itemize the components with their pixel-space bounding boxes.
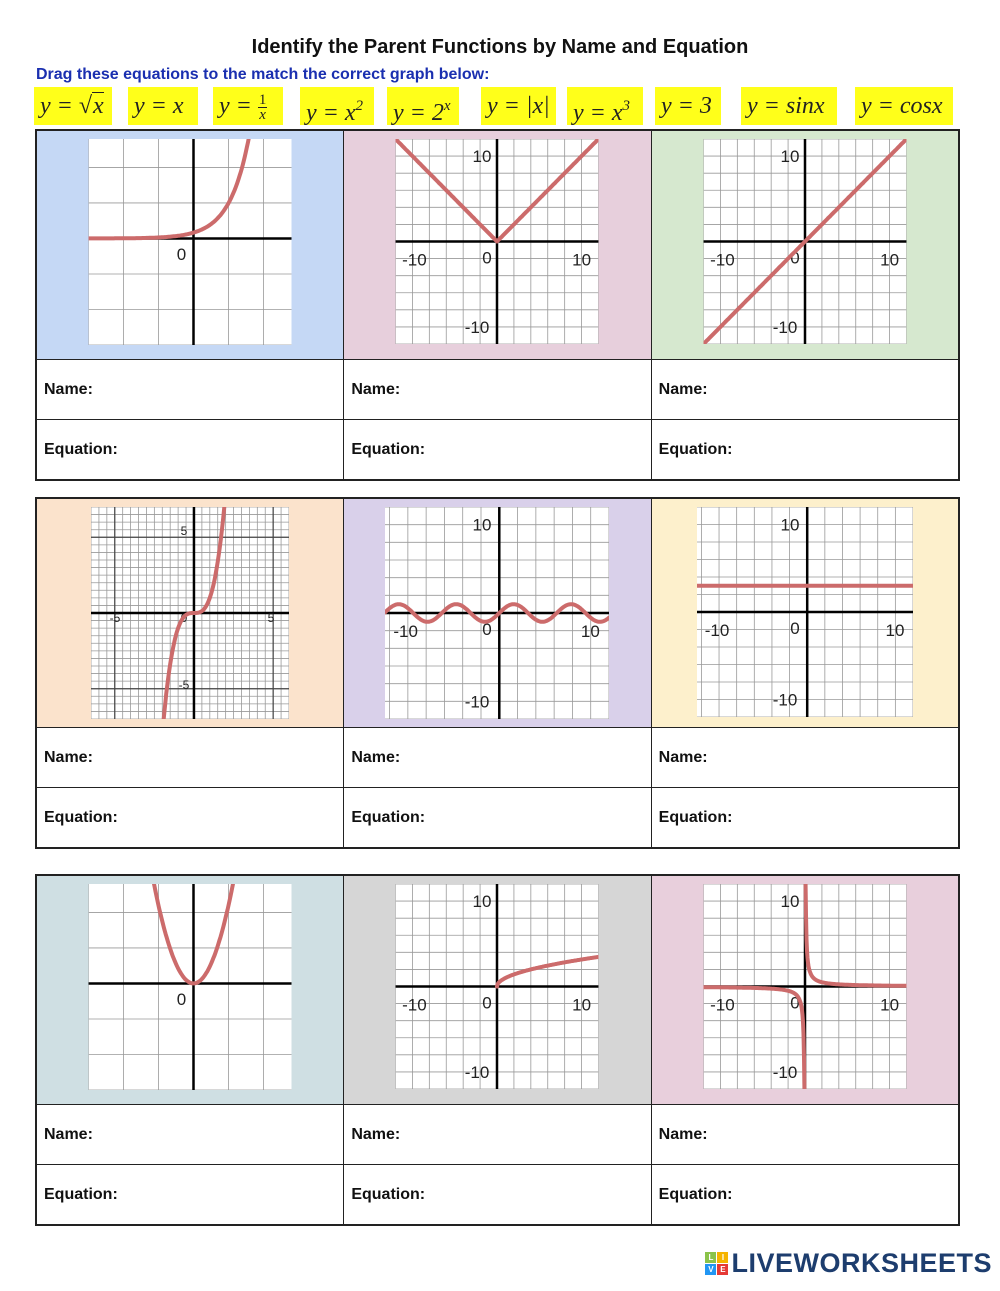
tick-label: 0 [180, 611, 188, 625]
tick-label: -5 [109, 611, 121, 625]
equation-row [37, 788, 958, 847]
tick-label: 10 [473, 147, 492, 167]
name-drop-zone-4[interactable] [99, 738, 343, 778]
equation-field-9 [652, 1165, 958, 1224]
equation-drop-zone-4[interactable] [124, 798, 344, 838]
equation-field-4 [37, 788, 344, 847]
tick-label: 0 [482, 620, 493, 639]
graph-panel-9 [652, 876, 958, 1104]
name-field-7 [37, 1105, 344, 1164]
equation-drop-zone-7[interactable] [124, 1175, 344, 1215]
tick-label: -10 [772, 1062, 798, 1082]
tick-label: 10 [473, 892, 492, 912]
equation-field-7 [37, 1165, 344, 1224]
tick-label: -10 [772, 690, 798, 710]
equation-tile-exponential[interactable]: $y = 2^x$ [387, 87, 459, 125]
equation-tile-quadratic[interactable]: $y = x^2$ [300, 87, 374, 125]
equation-label: Equation: [351, 1185, 426, 1203]
tick-label: 10 [780, 892, 800, 912]
graph-panel-4 [37, 499, 344, 727]
tick-label: -10 [465, 1062, 490, 1082]
equation-field-1 [37, 420, 344, 479]
tick-label: 10 [473, 515, 492, 535]
graphs-row [37, 499, 958, 728]
graph-panel-7 [37, 876, 344, 1104]
graph-panel-1 [37, 131, 344, 359]
tick-label: -10 [402, 250, 428, 270]
equation-field-3 [652, 420, 958, 479]
equation-tile-sine[interactable]: y = sinx [741, 87, 837, 125]
instructions: Drag these equations to the match the correct graph below: [36, 66, 490, 83]
tick-label: -10 [465, 692, 490, 712]
equation-field-2 [344, 420, 651, 479]
tick-label: -10 [704, 621, 730, 640]
equation-tile-sqrt[interactable]: y = √x [34, 87, 112, 125]
equation-label: Equation: [44, 808, 118, 826]
name-label: Name: [44, 1125, 93, 1143]
name-label: Name: [351, 1125, 401, 1143]
graph-panel-3 [652, 131, 958, 359]
name-drop-zone-3[interactable] [714, 370, 958, 410]
tick-label: -10 [402, 995, 428, 1015]
equation-drop-zone-5[interactable] [431, 798, 651, 838]
equation-row [37, 1165, 958, 1224]
worksheet-title: Identify the Parent Functions by Name and Equation [251, 36, 749, 58]
tick-label: 0 [790, 993, 800, 1013]
equation-drop-zone-9[interactable] [738, 1175, 958, 1215]
tick-label: 5 [180, 524, 188, 538]
graph-plot [697, 507, 913, 717]
equation-tile-reciprocal[interactable]: y = $\frac{1}{x}$ [213, 87, 283, 125]
graph-plot [396, 139, 599, 344]
tick-label: 0 [482, 248, 493, 268]
equation-label: Equation: [658, 440, 733, 458]
graph-plot [89, 884, 292, 1090]
tick-label: 10 [572, 995, 592, 1015]
graph-plot [385, 507, 609, 719]
graphs-row [37, 131, 958, 360]
equation-label: Equation: [44, 440, 118, 458]
tick-label: 0 [790, 619, 800, 638]
equation-drop-zone-1[interactable] [124, 430, 344, 470]
equation-label: Equation: [44, 1185, 118, 1203]
liveworksheets-logo [705, 1248, 992, 1279]
equation-field-6 [652, 788, 958, 847]
name-drop-zone-1[interactable] [99, 370, 343, 410]
graph-plot [396, 884, 599, 1089]
equation-tile-absolute[interactable]: y = |x| [481, 87, 556, 125]
name-drop-zone-8[interactable] [406, 1115, 650, 1155]
tick-label: -5 [178, 678, 190, 692]
name-label: Name: [658, 1125, 708, 1143]
tick-label: -10 [772, 317, 798, 337]
equation-drop-zone-8[interactable] [431, 1175, 651, 1215]
tick-label: -10 [465, 317, 490, 337]
name-label: Name: [658, 748, 708, 766]
tick-label: 10 [581, 622, 601, 641]
tick-label: -10 [393, 622, 419, 641]
graphs-row [37, 876, 958, 1105]
tick-label: 10 [879, 250, 899, 270]
graph-plot [703, 884, 906, 1089]
graph-plot [89, 139, 292, 345]
name-row [37, 1105, 958, 1165]
equation-field-5 [344, 788, 651, 847]
tick-label: 10 [780, 515, 800, 535]
name-field-9 [652, 1105, 958, 1164]
equation-drop-zone-6[interactable] [738, 798, 958, 838]
name-drop-zone-2[interactable] [406, 370, 650, 410]
equation-tile-cubic[interactable]: $y = x^3$ [567, 87, 643, 125]
tick-label: 10 [885, 621, 905, 640]
logo-text: LIVEWORKSHEETS [731, 1248, 992, 1278]
graph-plot [91, 507, 289, 719]
name-field-4 [37, 728, 344, 787]
graph-panel-5 [344, 499, 651, 727]
graph-matching-block-1 [35, 129, 960, 481]
equation-field-8 [344, 1165, 651, 1224]
tick-label: -10 [709, 995, 735, 1015]
graph-panel-8 [344, 876, 651, 1104]
graph-plot [703, 139, 906, 344]
equation-label: Equation: [658, 1185, 733, 1203]
name-label: Name: [351, 380, 401, 398]
graph-matching-block-3 [35, 874, 960, 1226]
name-drop-zone-6[interactable] [714, 738, 958, 778]
tick-label: 0 [176, 245, 187, 264]
name-drop-zone-7[interactable] [99, 1115, 343, 1155]
equation-tile-linear[interactable]: y = x [128, 87, 198, 125]
tick-label: 0 [790, 248, 800, 268]
equation-tile-constant[interactable]: y = 3 [655, 87, 721, 125]
name-row [37, 360, 958, 420]
graph-matching-block-2 [35, 497, 960, 849]
name-drop-zone-5[interactable] [406, 738, 650, 778]
name-label: Name: [44, 748, 93, 766]
tick-label: 10 [879, 995, 899, 1015]
name-label: Name: [658, 380, 708, 398]
tick-label: 10 [572, 250, 592, 270]
logo-cubes-icon: L I V E [705, 1252, 728, 1275]
name-label: Name: [44, 380, 93, 398]
graph-panel-2 [344, 131, 651, 359]
name-field-2 [344, 360, 651, 419]
name-drop-zone-9[interactable] [714, 1115, 958, 1155]
name-field-6 [652, 728, 958, 787]
tick-label: 0 [176, 990, 187, 1009]
equation-tile-cosine[interactable]: y = cosx [855, 87, 953, 125]
equation-label: Equation: [351, 440, 426, 458]
name-field-3 [652, 360, 958, 419]
tick-label: 5 [267, 611, 275, 625]
equation-row [37, 420, 958, 479]
name-row [37, 728, 958, 788]
tick-label: 10 [780, 147, 800, 167]
name-field-1 [37, 360, 344, 419]
tick-label: -10 [709, 250, 735, 270]
equation-bank [0, 87, 1000, 127]
name-field-5 [344, 728, 651, 787]
graph-panel-6 [652, 499, 958, 727]
equation-label: Equation: [351, 808, 426, 826]
equation-label: Equation: [658, 808, 733, 826]
equation-drop-zone-2[interactable] [431, 430, 651, 470]
equation-drop-zone-3[interactable] [738, 430, 958, 470]
name-label: Name: [351, 748, 401, 766]
name-field-8 [344, 1105, 651, 1164]
tick-label: 0 [482, 993, 493, 1013]
